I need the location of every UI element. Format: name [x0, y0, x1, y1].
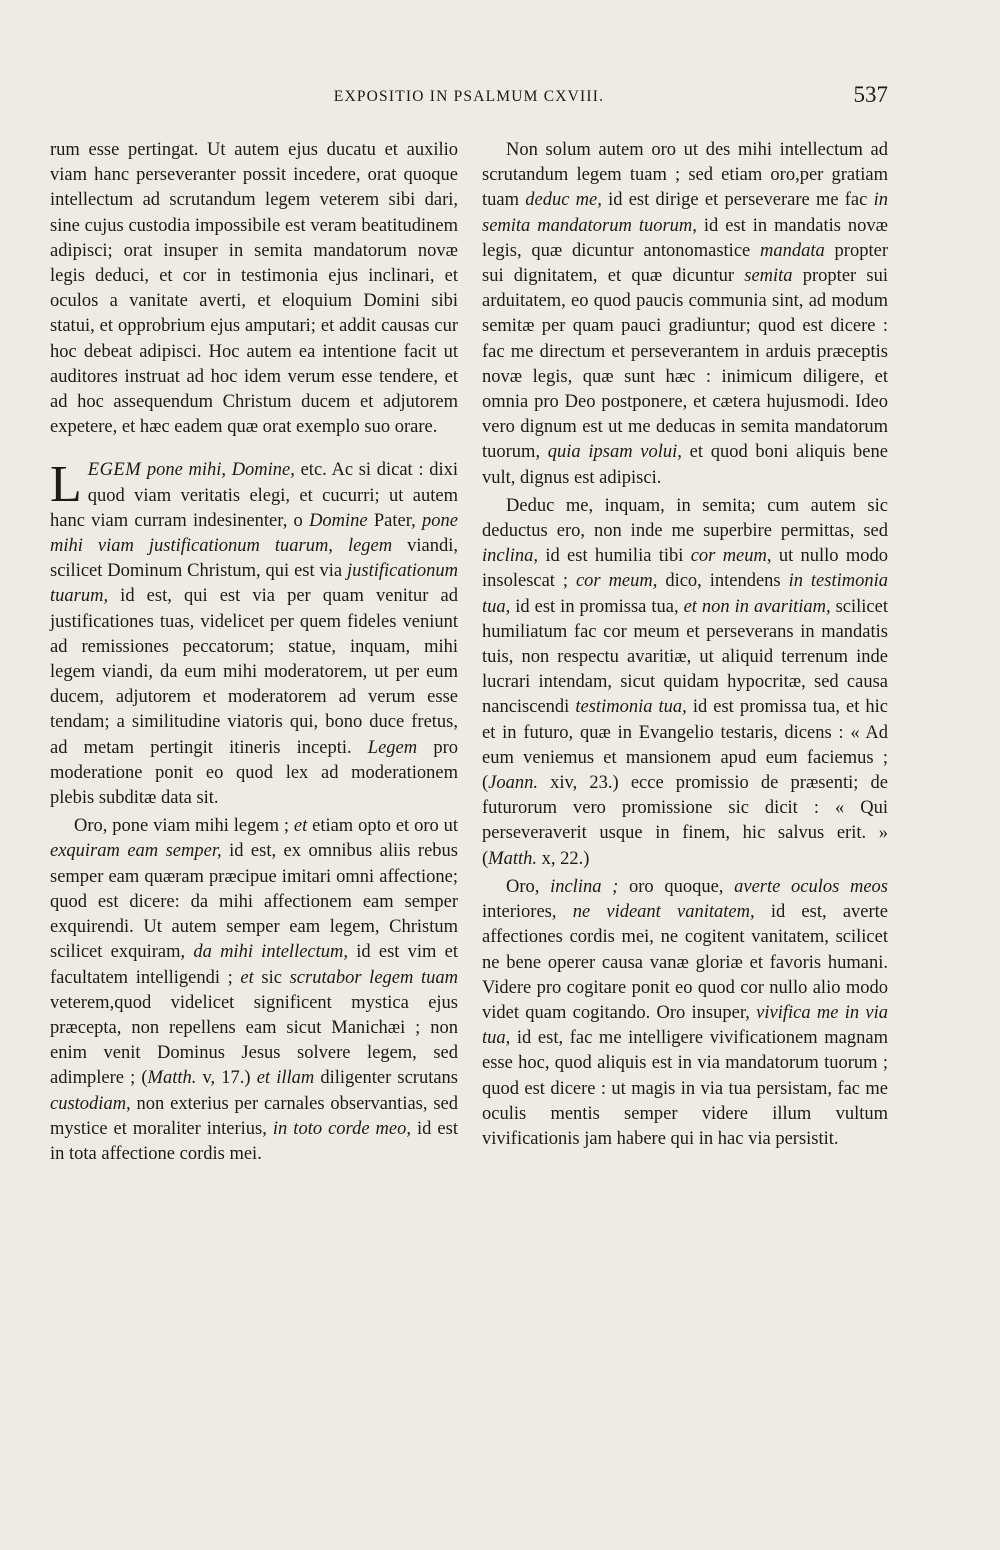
italic-run: Legem: [367, 737, 418, 758]
italic-run: da mihi intellectum,: [193, 942, 349, 963]
italic-run: Matth.: [488, 848, 537, 869]
text-run: scilicet humiliatum fac cor meum et perseverans in mandatis tuis, non respectu avaritiæ, ut aliquid terrenum inde lucrari intendam, sicut quidam hypocritæ, sed causa nanciscendi: [482, 596, 888, 718]
text-run: etiam opto et oro ut: [307, 816, 458, 837]
text-run: rum esse pertingat. Ut autem ejus ducatu et auxilio viam hanc perseveranter possit incedere, orat quoque intellectum ad scrutandum legem veterem sibi dari, sine cujus custodia impossibile est veram beatitudinem adipisci; orat insuper in semita mandatorum novæ legis deduci, et cor in testimonia ejus inclinari, et oculos a vanitate averti, et eloquium Domini sibi statui, et opprobrium ejus amputari; et addit causas cur hoc debeat adipisci. Hoc autem ea intentione facit ut auditores instruat ad hoc idem verum esse tendere, et ad hoc assequendum Christum ducem et adjutorem expetere, et hæc eadem quæ orat exemplo suo orare.: [50, 140, 458, 438]
text-run: xiv, 23.) ecce promissio de præsenti; de futurorum vero promissione sic dicit : « Qui perseveraverit usque in finem, hic salvus erit. » (: [482, 773, 888, 869]
text-run: propter sui dignitatem, et quæ dicuntur: [482, 240, 888, 287]
left-column: [50, 138, 458, 1167]
text-run: Deduc me, inquam, in semita; cum autem sic deductus ero, non inde me superbire permittas, sed: [482, 495, 888, 542]
italic-run: Matth.: [147, 1068, 197, 1089]
right-column: [482, 138, 888, 1152]
text-run: oro quoque,: [618, 876, 735, 897]
text-run: non exterius per carnales observantias, sed mystice et moraliter interius,: [50, 1093, 458, 1139]
drop-cap: L: [50, 456, 82, 514]
running-title: EXPOSITIO IN PSALMUM CXVIII.: [333, 88, 605, 105]
text-run: id est vim et facultatem intelligendi ;: [50, 942, 458, 988]
italic-run: pone mihi, Domine,: [146, 460, 295, 481]
italic-run: et illam: [256, 1068, 315, 1089]
text-run: dico, intendens: [657, 571, 789, 592]
paragraph-right-1: [482, 138, 888, 491]
text-run: id est dirige et perseverare me fac: [601, 190, 874, 211]
italic-run: inclina ;: [550, 876, 619, 897]
italic-run: exquiram eam semper,: [50, 841, 222, 862]
text-run: id est, averte affectiones cordis mei, ne cogitent vanitatem, scilicet ne bene operer causa vanæ gloriæ et favoris humani. Videre pro cogitare ponit eo quod cor nullo alio modo videt quam cogitando. Oro insuper,: [482, 902, 888, 1023]
text-run: id est humilia tibi: [538, 546, 691, 567]
running-head: [50, 82, 888, 116]
italic-run: in semita mandatorum tuorum,: [482, 190, 888, 236]
paragraph-left-1: [50, 138, 458, 440]
italic-run: quia ipsam volui,: [547, 442, 682, 463]
text-run: id est in promissa tua,: [510, 596, 684, 617]
italic-run: pone mihi viam justificationum tuarum, legem: [50, 510, 458, 557]
text-run: Non solum autem oro ut des mihi intellectum ad scrutandum legem tuam ; sed etiam oro,per gratiam tuam: [482, 140, 888, 211]
italic-run: scrutabor legem tuam: [289, 967, 458, 988]
italic-run: cor meum,: [575, 571, 658, 592]
italic-run: cor meum,: [690, 546, 772, 567]
italic-run: Joann.: [488, 773, 539, 794]
paragraph-left-2: [50, 458, 458, 811]
text-run: Oro, pone viam mihi legem ;: [74, 816, 294, 837]
text-run: id est promissa tua, et hic et in futuro, quæ in Evangelio testaris, dicens : « Ad eum veniemus et mansionem apud eum faciemus ; (: [482, 697, 888, 794]
text-run: viandi, scilicet Dominum Christum, qui est via: [50, 536, 458, 582]
italic-run: semita: [744, 266, 793, 287]
text-run: x, 22.): [537, 848, 590, 869]
text-run: v, 17.): [196, 1068, 257, 1089]
italic-run: in testimonia tua,: [482, 571, 888, 617]
text-run: ut nullo modo insolescat ;: [482, 546, 888, 592]
text-run: sic: [253, 967, 290, 988]
text-run: id est, ex omnibus aliis rebus semper eam quæram præcipue imitari omni affectione; quod est dicere: da mihi affectionem eam semper exquirendi. Ut autem semper eam legem, Christum scilicet exquiram,: [50, 841, 458, 963]
italic-run: et: [240, 967, 254, 988]
text-run: etc. Ac si dicat : dixi quod viam veritatis elegi, et cucurri; ut autem hanc viam curram indesinenter, o: [50, 460, 459, 531]
text-run: id est in tota affectione cordis mei.: [50, 1118, 458, 1164]
italic-run: in toto corde meo,: [272, 1118, 411, 1139]
text-run: id est, fac me intelligere vivificationem magnam esse hoc, quod aliquis est in via mandatorum tuorum ; quod est dicere : ut magis in via tua persistam, fac me oculis mentis semper videre illum vultum vivificationis jam habere qui in hac via persistit.: [482, 1028, 888, 1149]
italic-run: et non in avaritiam,: [683, 596, 831, 617]
paragraph-right-2: [482, 494, 888, 872]
small-caps-lemma: EGEM: [87, 460, 142, 481]
text-run: propter sui arduitatem, eo quod paucis communia sint, ad modum semitæ per quam pauci gradiuntur; quod est dicere : fac me directum et perseverantem in arduis præceptis novæ legis, quæ sunt hæc : inimicum diligere, et omnia pro Deo postponere, et cætera hujusmodi. Ideo vero dignum est ut me deducas in semita mandatorum tuorum,: [482, 266, 888, 463]
italic-run: custodiam,: [50, 1093, 131, 1114]
italic-run: testimonia tua,: [575, 697, 687, 718]
paragraph-right-3: [482, 875, 888, 1152]
text-run: id est in mandatis novæ legis, quæ dicuntur antonomastice: [482, 215, 888, 261]
text-run: interiores,: [482, 902, 573, 923]
text-run: pro moderatione ponit eo quod lex ad moderationem plebis subditæ data sit.: [50, 737, 458, 809]
text-run: Oro,: [506, 876, 551, 897]
italic-run: deduc me,: [525, 190, 602, 211]
italic-run: inclina,: [482, 546, 539, 567]
italic-run: justificationum tuarum,: [50, 561, 458, 607]
text-run: diligenter scrutans: [314, 1068, 459, 1089]
paragraph-left-3: [50, 814, 458, 1167]
italic-run: et: [293, 816, 308, 837]
italic-run: mandata: [760, 240, 825, 261]
text-run: Pater,: [367, 510, 423, 531]
text-run: id est, qui est via per quam venitur ad justificationes tuas, videlicet per quem fideles veniunt ad remissiones peccatorum; statue, inquam, mihi legem viandi, da eum mihi moderatorem, ut per eum ducem, adjutorem et moderatorem ad verum esse tendam; a similitudine viatoris qui, bono duce fretus, ad metam pertingit itineris incepti.: [50, 586, 458, 758]
page-number: 537: [853, 82, 888, 107]
italic-run: vivifica me in via tua,: [482, 1002, 888, 1049]
italic-run: averte oculos meos: [734, 876, 889, 897]
italic-run: ne videant vanitatem,: [572, 902, 755, 923]
text-run: et quod boni aliquis bene vult, dignus est adipisci.: [482, 442, 888, 488]
text-run: veterem,quod videlicet significent mystica ejus præcepta, non repellens eam sicut Manichæi ; non enim venit Dominus Jesus solvere legem, sed adimplere ; (: [50, 992, 458, 1089]
italic-run: Domine: [309, 510, 368, 531]
